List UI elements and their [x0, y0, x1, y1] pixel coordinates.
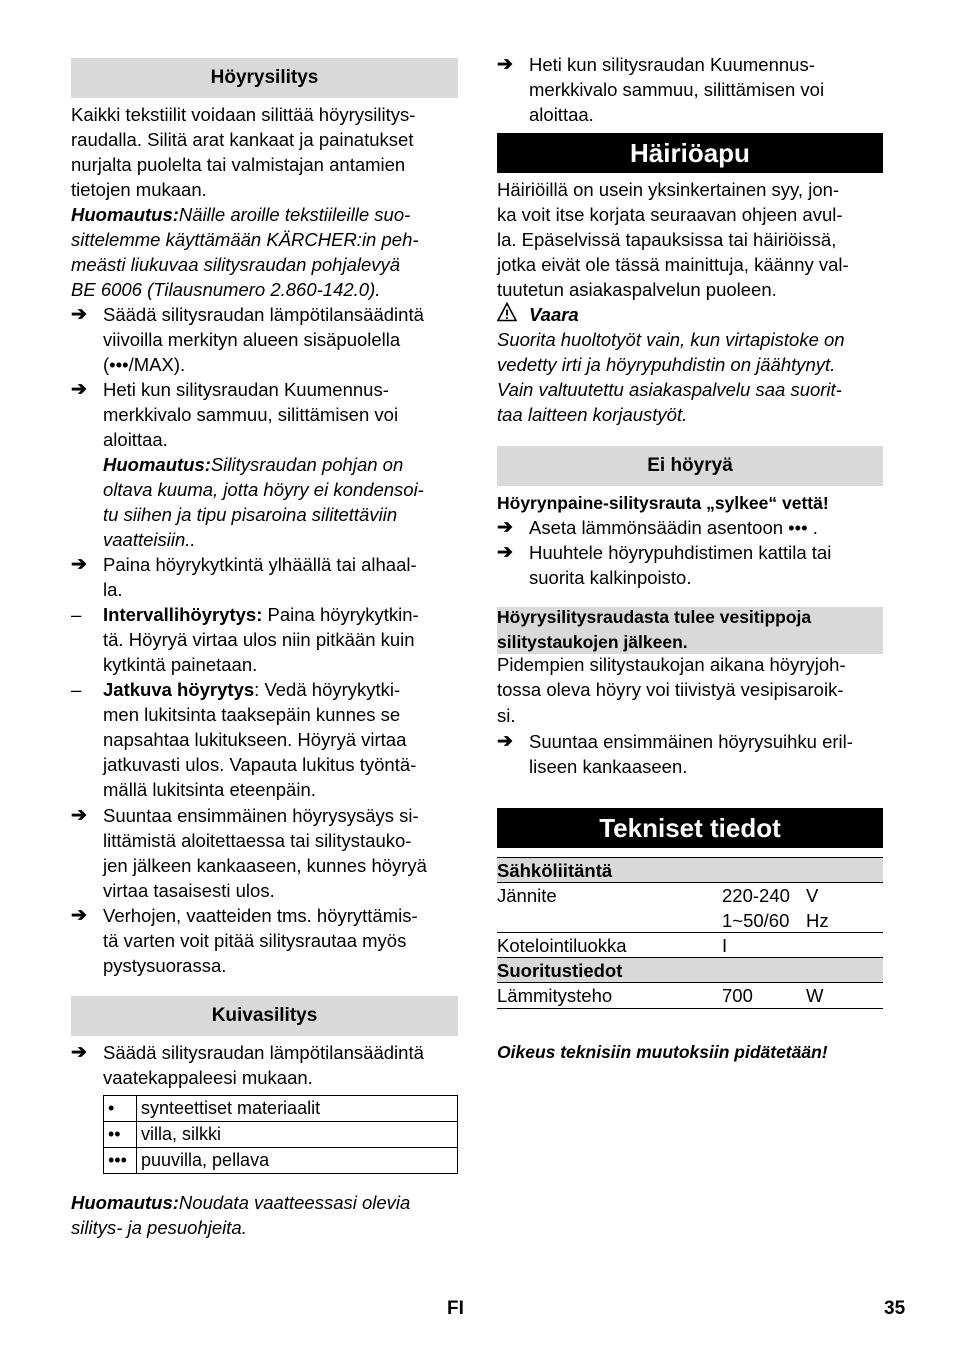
table-row — [497, 957, 883, 983]
arrow-icon: ➔ — [71, 805, 87, 826]
spec-unit: Hz — [806, 910, 829, 931]
table-row — [497, 982, 883, 1009]
note-line: meästi liukuvaa silitysraudan pohjalevyä — [71, 254, 401, 275]
note-line: Huomautus:Silitysraudan pohjan on — [103, 454, 404, 475]
heading-ei-hoyrya: Ei höyryä — [497, 446, 883, 486]
arrow-icon: ➔ — [497, 517, 513, 538]
language-code: FI — [447, 1298, 464, 1319]
bullet-line: Heti kun silitysraudan Kuumennus- — [103, 379, 389, 400]
heading-hairioapu: Häiriöapu — [497, 133, 883, 173]
arrow-icon: ➔ — [71, 905, 87, 926]
table-row — [497, 857, 883, 883]
note-line: Huomautus:Näille aroille tekstiileille suo- — [71, 204, 411, 225]
term-label: Intervallihöyrytys: — [103, 604, 263, 625]
warning-line: taa laitteen korjaustyöt. — [497, 404, 688, 425]
arrow-icon: ➔ — [497, 731, 513, 752]
note-line: BE 6006 (Tilausnumero 2.860-142.0). — [71, 279, 381, 300]
heading-hoyrysilitys: Höyrysilitys — [71, 58, 458, 98]
table-cell-dots: • — [104, 1096, 137, 1122]
spec-unit: W — [806, 985, 824, 1006]
table-cell-dots: •• — [104, 1122, 137, 1148]
warning-label: Vaara — [529, 304, 579, 325]
dash-line: kytkintä painetaan. — [103, 654, 258, 675]
note-label: Huomautus: — [71, 1192, 179, 1213]
bullet-line: aloittaa. — [529, 104, 594, 125]
dash-icon: – — [71, 604, 82, 625]
warning-icon — [497, 300, 517, 325]
table-row — [497, 932, 883, 958]
disclaimer: Oikeus teknisiin muutoksiin pidätetään! — [497, 1042, 828, 1062]
dash-line: jatkuvasti ulos. Vapauta lukitus työntä- — [103, 754, 417, 775]
spec-value: I — [722, 935, 728, 956]
text-line: Kaikki tekstiilit voidaan silittää höyrysilitys- — [71, 104, 416, 125]
dash-line: Intervallihöyrytys: Paina höyrykytkin- — [103, 604, 419, 625]
text-line: Häiriöillä on usein yksinkertainen syy, jon- — [497, 179, 840, 200]
subheading: Höyrynpaine-silitysrauta „sylkee“ vettä! — [497, 493, 829, 513]
bullet-line: Säädä silitysraudan lämpötilansäädintä — [103, 304, 424, 325]
dash-line: tä. Höyryä virtaa ulos niin pitkään kuin — [103, 629, 415, 650]
spec-label: Kotelointiluokka — [497, 935, 627, 956]
arrow-icon: ➔ — [71, 1042, 87, 1063]
heading-kuivasilitys: Kuivasilitys — [71, 996, 458, 1036]
bullet-line: Paina höyrykytkintä ylhäällä tai alhaal- — [103, 554, 417, 575]
table-row — [104, 1122, 458, 1148]
table-cell-label: puuvilla, pellava — [137, 1148, 458, 1174]
spec-value: 220-240 — [722, 885, 790, 906]
table-row — [497, 882, 883, 933]
bullet-line: Heti kun silitysraudan Kuumennus- — [529, 54, 815, 75]
bullet-line: viivoilla merkityn alueen sisäpuolella — [103, 329, 401, 350]
bullet-line: pystysuorassa. — [103, 955, 227, 976]
bullet-line: virtaa tasaisesti ulos. — [103, 880, 275, 901]
arrow-icon: ➔ — [71, 379, 87, 400]
subheading: silitystaukojen jälkeen. — [497, 632, 688, 652]
bullet-line: merkkivalo sammuu, silittämisen voi — [103, 404, 399, 425]
spec-value: 700 — [722, 985, 753, 1006]
bullet-line: tä varten voit pitää silitysrautaa myös — [103, 930, 407, 951]
note-line: tu siihen ja tipu pisaroina silitettäviin — [103, 504, 398, 525]
bullet-line: Huuhtele höyrypuhdistimen kattila tai — [529, 542, 832, 563]
arrow-icon: ➔ — [497, 54, 513, 75]
bullet-line: littämistä aloitettaessa tai silitystauko- — [103, 830, 412, 851]
note-line: sittelemme käyttämään KÄRCHER:in peh- — [71, 229, 419, 250]
bullet-line: liseen kankaaseen. — [529, 756, 688, 777]
bullet-line: merkkivalo sammuu, silittämisen voi — [529, 79, 825, 100]
note-label: Huomautus: — [103, 454, 211, 475]
dash-line: Jatkuva höyrytys: Vedä höyrykytki- — [103, 679, 401, 700]
text-line: Pidempien silitystaukojan aikana höyryjoh- — [497, 654, 846, 675]
note-label: Huomautus: — [71, 204, 179, 225]
spec-label: Lämmitysteho — [497, 985, 613, 1006]
text-line: jotka eivät ole tässä mainittuja, käänny val- — [497, 254, 849, 275]
heading-tekniset-tiedot: Tekniset tiedot — [497, 808, 883, 848]
warning-line: Suorita huoltotyöt vain, kun virtapistoke on — [497, 329, 845, 350]
arrow-icon: ➔ — [497, 542, 513, 563]
note-line: silitys- ja pesuohjeita. — [71, 1217, 247, 1238]
text-line: tossa oleva höyry voi tiivistyä vesipisaroik- — [497, 679, 844, 700]
table-cell-label: synteettiset materiaalit — [137, 1096, 458, 1122]
bullet-line: jen jälkeen kankaaseen, kunnes höyryä — [103, 855, 427, 876]
warning-line: Vain valtuutettu asiakaspalvelu saa suorit- — [497, 379, 842, 400]
bullet-line: Verhojen, vaatteiden tms. höyryttämis- — [103, 905, 418, 926]
text-line: tuutetun asiakaspalvelun puoleen. — [497, 279, 777, 300]
term-label: Jatkuva höyrytys — [103, 679, 255, 700]
text-line: tietojen mukaan. — [71, 179, 207, 200]
spec-value: 1~50/60 — [722, 910, 790, 931]
warning-line: vedetty irti ja höyrypuhdistin on jäähtynyt. — [497, 354, 836, 375]
bullet-line: suorita kalkinpoisto. — [529, 567, 692, 588]
arrow-icon: ➔ — [71, 554, 87, 575]
spec-section-label: Sähköliitäntä — [497, 860, 613, 881]
bullet-line: vaatekappaleesi mukaan. — [103, 1067, 313, 1088]
text-line: si. — [497, 705, 516, 726]
bullet-line: Säädä silitysraudan lämpötilansäädintä — [103, 1042, 424, 1063]
dash-line: men lukitsinta taaksepäin kunnes se — [103, 704, 401, 725]
text-line: raudalla. Silitä arat kankaat ja painatukset — [71, 129, 414, 150]
bullet-line: Aseta lämmönsäädin asentoon ••• . — [529, 517, 818, 538]
note-line: Huomautus:Noudata vaatteessasi olevia — [71, 1192, 411, 1213]
dash-line: mällä lukitsinta eteenpäin. — [103, 779, 316, 800]
bullet-line: aloittaa. — [103, 429, 168, 450]
table-cell-dots: ••• — [104, 1148, 137, 1174]
bullet-line: la. — [103, 579, 123, 600]
page-number: 35 — [884, 1298, 906, 1319]
bullet-line: Suuntaa ensimmäinen höyrysuihku eril- — [529, 731, 853, 752]
note-line: vaatteisiin.. — [103, 529, 196, 550]
bullet-line: Suuntaa ensimmäinen höyrysysäys si- — [103, 805, 419, 826]
dash-icon: – — [71, 679, 82, 700]
spec-section-label: Suoritustiedot — [497, 960, 623, 981]
dash-line: napsahtaa lukitukseen. Höyryä virtaa — [103, 729, 407, 750]
text-line: nurjalta puolelta tai valmistajan antamien — [71, 154, 406, 175]
text-line: ka voit itse korjata seuraavan ohjeen avul- — [497, 204, 843, 225]
bullet-line: (•••/MAX). — [103, 354, 186, 375]
spec-unit: V — [806, 885, 819, 906]
table-row — [104, 1096, 458, 1122]
table-row — [104, 1148, 458, 1174]
fabric-table — [103, 1095, 458, 1174]
text-line: la. Epäselvissä tapauksissa tai häiriöissä, — [497, 229, 837, 250]
subheading: Höyrysilitysraudasta tulee vesitippoja — [497, 607, 812, 627]
spec-label: Jännite — [497, 885, 557, 906]
table-cell-label: villa, silkki — [137, 1122, 458, 1148]
arrow-icon: ➔ — [71, 304, 87, 325]
note-line: oltava kuuma, jotta höyry ei kondensoi- — [103, 479, 424, 500]
